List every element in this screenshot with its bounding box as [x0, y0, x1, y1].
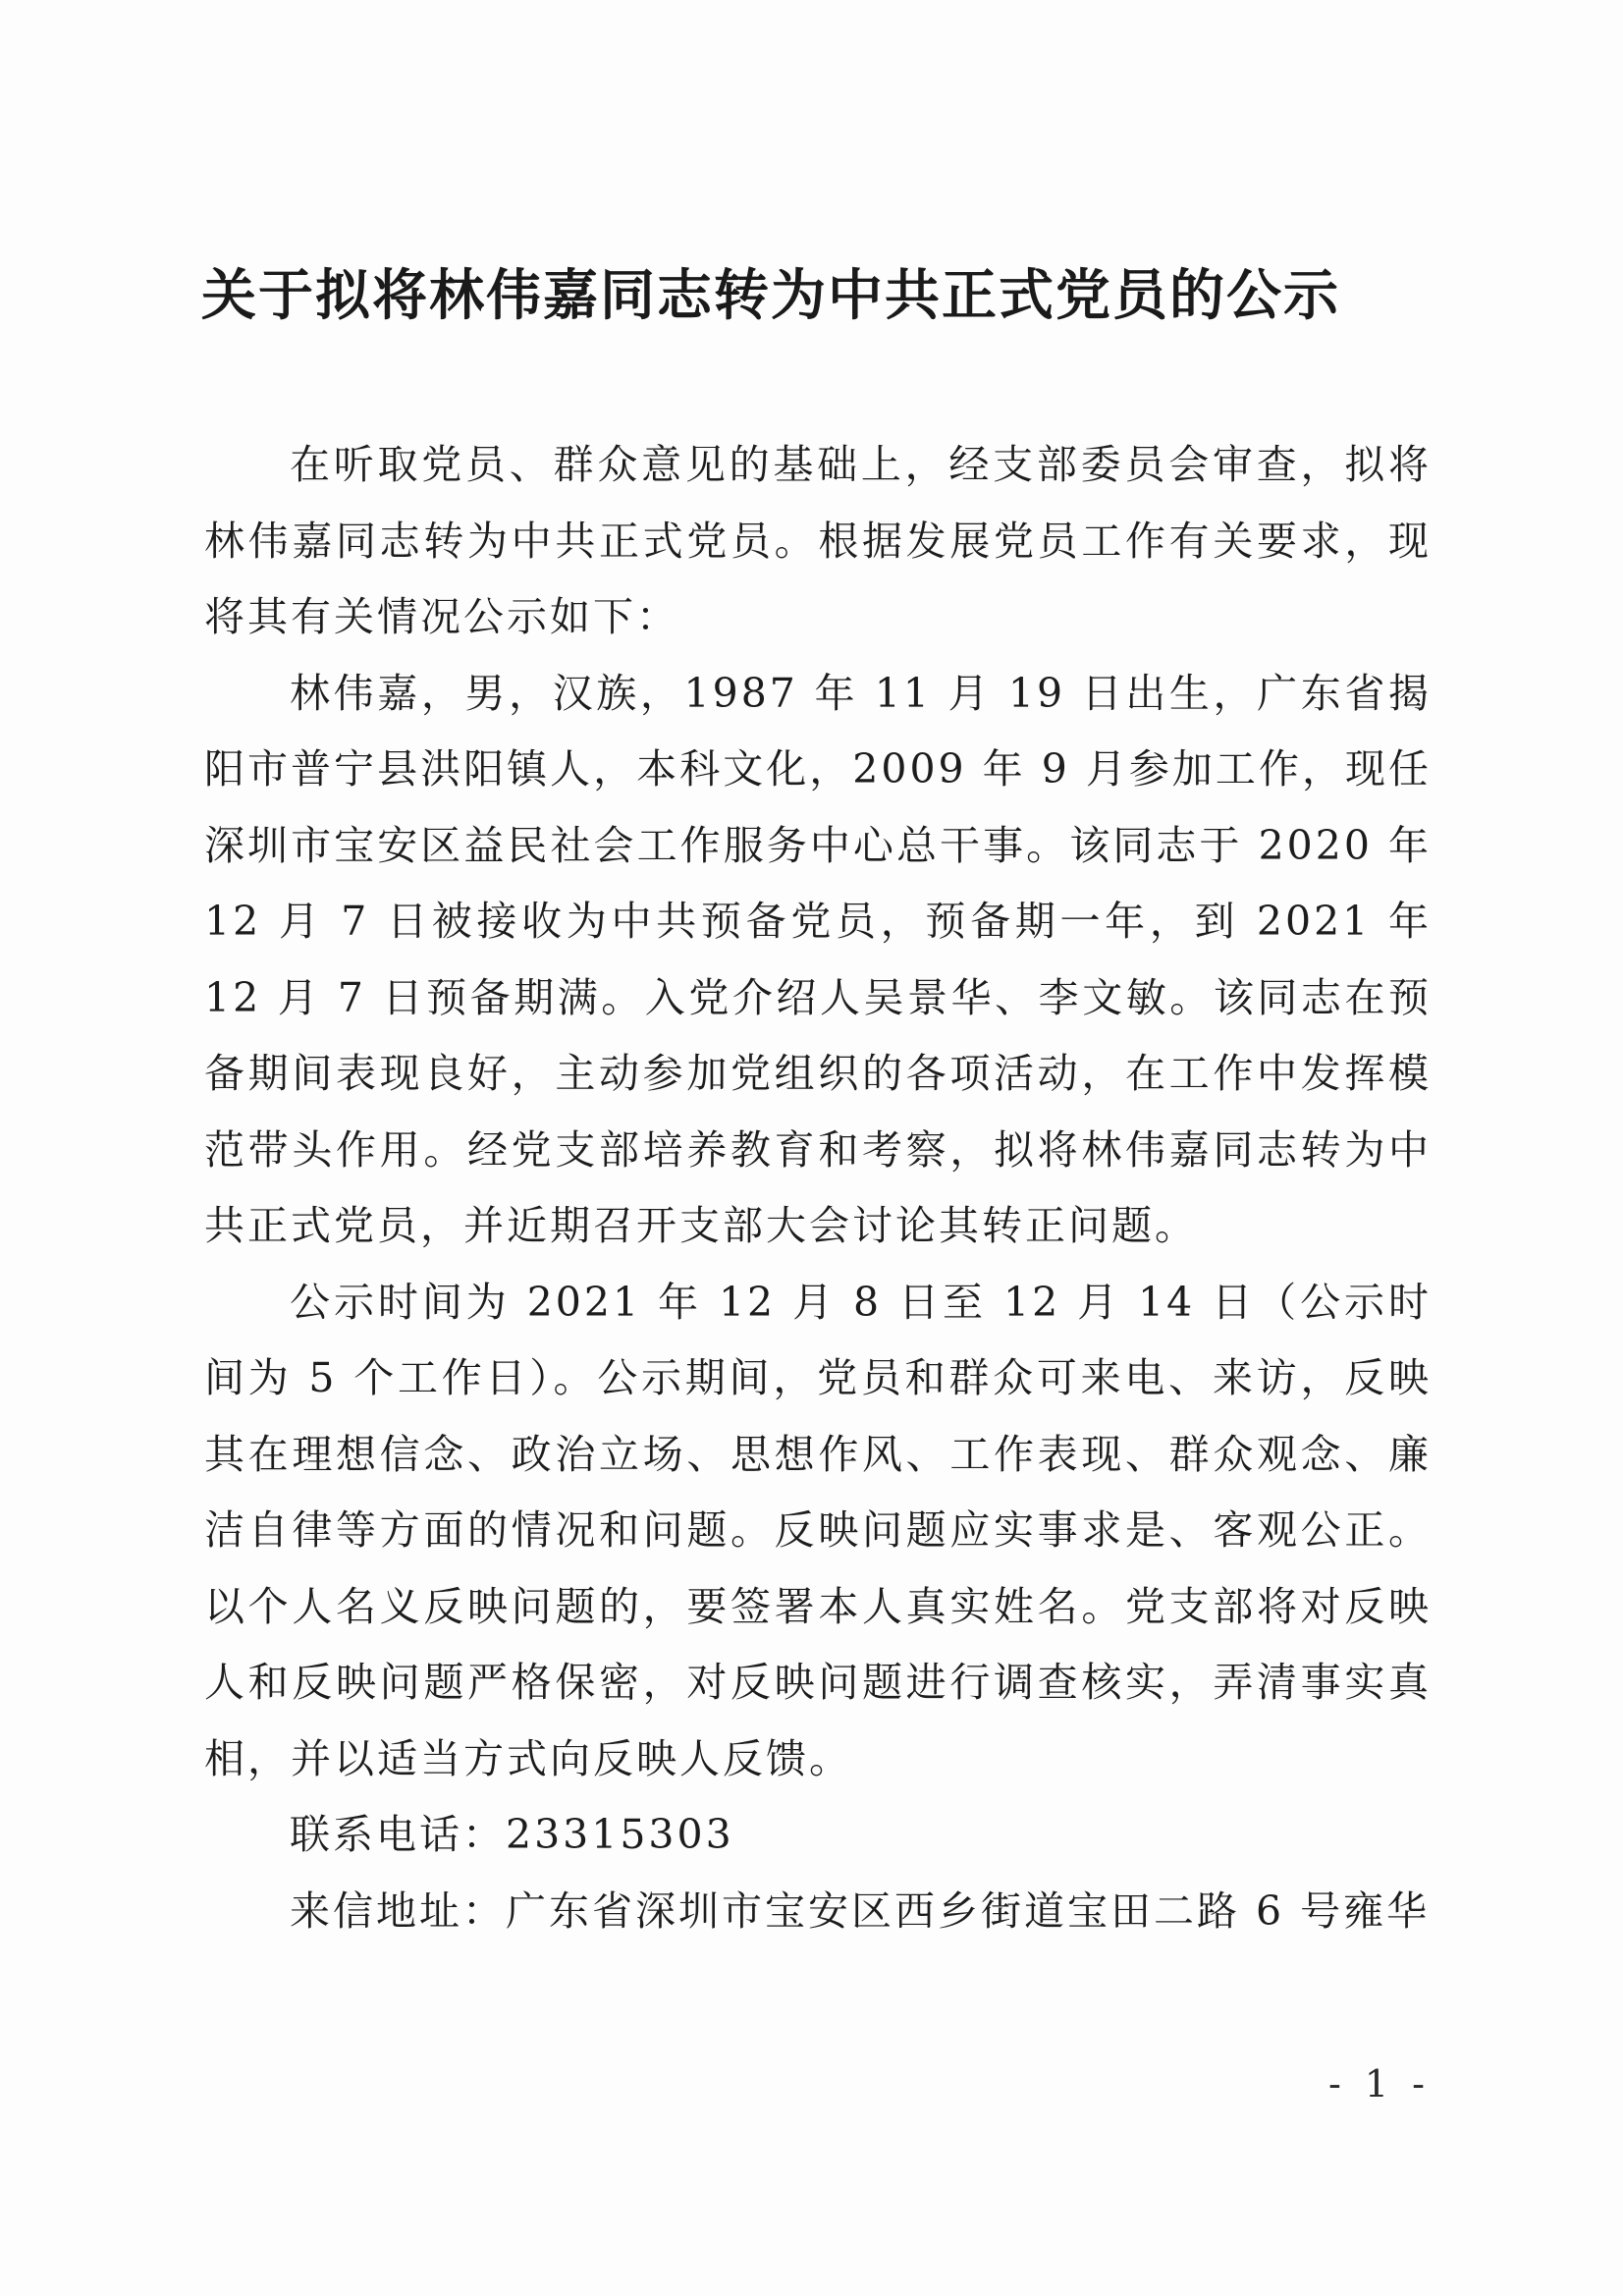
paragraph-publicity: 公示时间为 2021 年 12 月 8 日至 12 月 14 日（公示时间为 5 个工作日）。公示期间，党员和群众可来电、来访，反映其在理想信念、政治立场、思想作风、工作表现、群众观念、廉洁自律等方面的情况和问题。反映问题应实事求是、客观公正。以个人名义反映问题的，要签署本人真实姓名。党支部将对反映人和反映问题严格保密，对反映问题进行调查核实，弄清事实真相，并以适当方式向反映人反馈。 — [204, 1278, 1432, 1782]
paragraph-mail-address: 来信地址：广东省深圳市宝安区西乡街道宝田二路 6 号雍华 — [290, 1886, 1431, 1935]
paragraph-contact-phone: 联系电话：23315303 — [290, 1811, 734, 1858]
paragraph-intro: 在听取党员、群众意见的基础上，经支部委员会审查，拟将林伟嘉同志转为中共正式党员。根据发展党员工作有关要求，现将其有关情况公示如下： — [204, 441, 1432, 640]
document-title: 关于拟将林伟嘉同志转为中共正式党员的公示 — [201, 264, 1340, 328]
document-body — [204, 427, 1432, 1949]
paragraph-profile: 林伟嘉，男，汉族，1987 年 11 月 19 日出生，广东省揭阳市普宁县洪阳镇人，本科文化，2009 年 9 月参加工作，现任深圳市宝安区益民社会工作服务中心总干事。该同志于 2020 年 12 月 7 日被接收为中共预备党员，预备期一年，到 2021 年 12 月 7 日预备期满。入党介绍人吴景华、李文敏。该同志在预备期间表现良好，主动参加党组织的各项活动，在工作中发挥模范带头作用。经党支部培养教育和考察，拟将林伟嘉同志转为中共正式党员，并近期召开支部大会讨论其转正问题。 — [204, 669, 1432, 1249]
page-number: - 1 - — [1327, 2062, 1431, 2105]
